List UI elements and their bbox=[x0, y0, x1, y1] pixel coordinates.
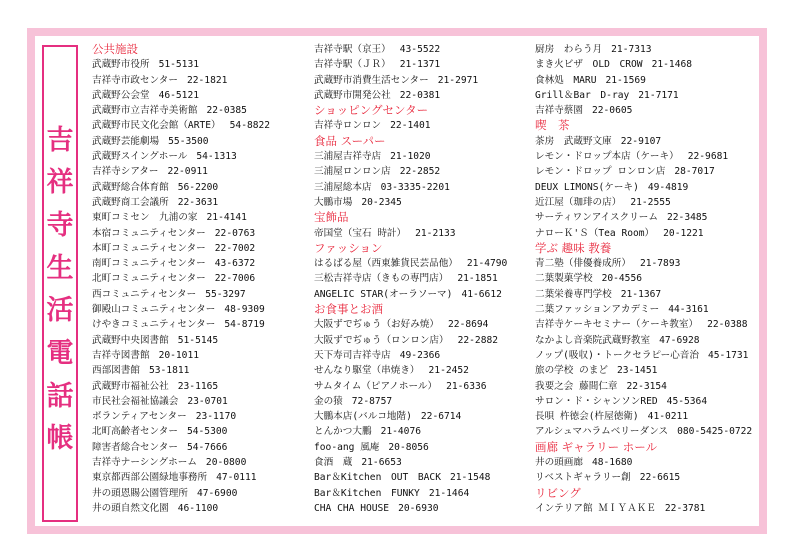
entry-name: 二葉ファッションアカデミー bbox=[535, 304, 660, 316]
entry-name: 長唄 杵徳会(杵屋徳衛) bbox=[535, 411, 639, 423]
entry-phone: 55-3297 bbox=[205, 288, 246, 300]
entry-phone: 21-1851 bbox=[457, 273, 498, 285]
directory-entry bbox=[92, 180, 302, 195]
entry-phone: 22-0605 bbox=[591, 105, 633, 117]
directory-entry bbox=[535, 379, 757, 394]
entry-phone: 53-1811 bbox=[148, 365, 190, 377]
directory-entry bbox=[92, 241, 302, 256]
directory-entry bbox=[535, 256, 757, 271]
directory-entry bbox=[314, 424, 529, 439]
entry-phone: 23-0701 bbox=[187, 395, 228, 407]
entry-phone: 55-3500 bbox=[168, 135, 209, 147]
directory-sheet bbox=[35, 36, 759, 526]
category-heading: 喫 茶 bbox=[535, 118, 570, 133]
directory-entry bbox=[314, 501, 529, 516]
entry-phone: 54-8822 bbox=[229, 120, 271, 132]
entry-phone: 22-0388 bbox=[707, 319, 748, 331]
entry-name: 吉祥寺図書館 bbox=[92, 349, 150, 361]
title-char: 活 bbox=[46, 295, 74, 327]
directory-entry bbox=[535, 88, 757, 103]
entry-name: 武蔵野商工会議所 bbox=[92, 196, 169, 208]
entry-name: 吉祥寺駅（京王） bbox=[314, 44, 391, 55]
entry-phone: 54-8719 bbox=[224, 319, 265, 331]
entry-name: レモン・ドロップ ロンロン店 bbox=[535, 166, 666, 178]
entry-phone: 41-6612 bbox=[461, 288, 502, 300]
entry-name: 近江屋（珈琲の店） bbox=[535, 196, 622, 208]
directory-entry bbox=[92, 333, 302, 348]
title-char: 祥 bbox=[46, 167, 74, 199]
entry-name: 北町コミュニティセンター bbox=[92, 273, 206, 285]
category-heading: ファッション bbox=[314, 240, 383, 255]
directory-entry bbox=[314, 287, 529, 302]
entry-phone: 21-7893 bbox=[639, 258, 681, 270]
entry-name: 大阪ずでぢゅう（お好み焼） bbox=[314, 319, 440, 331]
directory-entry bbox=[535, 42, 757, 57]
directory-entry bbox=[92, 302, 302, 317]
entry-phone: 22-0911 bbox=[167, 166, 208, 178]
category-heading: 画廊 ギャラリー ホール bbox=[535, 439, 658, 454]
entry-name: 北町高齢者センター bbox=[92, 426, 178, 438]
directory-entry bbox=[535, 287, 757, 302]
directory-entry bbox=[314, 149, 529, 164]
entry-name: 東京都西部公園緑地事務所 bbox=[92, 472, 208, 484]
entry-phone: 22-2852 bbox=[399, 166, 441, 178]
entry-name: サロン・ド・シャンソンRED bbox=[535, 395, 658, 407]
entry-name: 武蔵野中央図書館 bbox=[92, 334, 169, 346]
entry-phone: 56-2200 bbox=[177, 181, 219, 193]
entry-phone: 54-1313 bbox=[196, 151, 237, 163]
entry-phone: 41-0211 bbox=[647, 411, 689, 423]
entry-phone: 21-7313 bbox=[611, 44, 652, 55]
entry-phone: 21-1468 bbox=[651, 59, 693, 71]
entry-phone: 21-2452 bbox=[428, 365, 469, 377]
entry-name: 帝国堂（宝石 時計） bbox=[314, 227, 407, 239]
directory-entry bbox=[314, 73, 529, 88]
entry-name: 大阪ずでぢゅう（ロンロン店） bbox=[314, 334, 449, 346]
entry-name: 井の頭自然文化園 bbox=[92, 502, 169, 514]
directory-entry bbox=[535, 271, 757, 286]
directory-entry bbox=[535, 394, 757, 409]
entry-phone: 21-1020 bbox=[390, 151, 431, 163]
directory-entry bbox=[314, 440, 529, 455]
directory-entry bbox=[92, 256, 302, 271]
directory-entry bbox=[314, 486, 529, 501]
directory-entry bbox=[535, 134, 757, 149]
entry-phone: 21-1367 bbox=[620, 288, 662, 300]
directory-entry bbox=[314, 455, 529, 470]
entry-phone: 20-4556 bbox=[601, 273, 642, 285]
directory-entry bbox=[535, 302, 757, 317]
directory-entry bbox=[92, 210, 302, 225]
entry-name: 井の頭恩賜公園管理所 bbox=[92, 487, 188, 499]
directory-entry bbox=[314, 317, 529, 332]
directory-entry bbox=[535, 455, 757, 470]
entry-phone: 21-2555 bbox=[630, 196, 671, 208]
entry-phone: 23-1165 bbox=[177, 380, 219, 392]
entry-name: リベストギャラリー創 bbox=[535, 472, 631, 484]
title-char: 帳 bbox=[46, 423, 74, 455]
entry-phone: 21-4141 bbox=[206, 212, 247, 224]
directory-entry bbox=[314, 88, 529, 103]
entry-name: foo-ang 風庵 bbox=[314, 441, 380, 453]
directory-entry bbox=[92, 455, 302, 470]
directory-entry bbox=[92, 470, 302, 485]
entry-name: とんかつ大鵬 bbox=[314, 426, 372, 438]
entry-name: インテリア館 ＭＩＹＡＫＥ bbox=[535, 502, 656, 514]
title-char: 生 bbox=[46, 252, 74, 284]
directory-entry bbox=[92, 394, 302, 409]
directory-entry bbox=[92, 57, 302, 72]
entry-phone: 20-1221 bbox=[663, 227, 704, 239]
entry-name: 吉祥寺ロンロン bbox=[314, 120, 382, 132]
directory-entry bbox=[535, 363, 757, 378]
entry-name: アルシュマハラムベリーダンス bbox=[535, 426, 669, 438]
category-heading: 学ぶ 趣味 教養 bbox=[535, 240, 612, 255]
directory-entry bbox=[314, 118, 529, 133]
directory-entry bbox=[314, 409, 529, 424]
entry-name: せんなり駆堂（串焼き） bbox=[314, 365, 420, 377]
entry-name: 武蔵野芸能劇場 bbox=[92, 135, 160, 147]
entry-phone: 21-1548 bbox=[449, 472, 491, 484]
entry-phone: 46-1100 bbox=[177, 502, 219, 514]
entry-name: ANGELIC STAR(オーラソーマ) bbox=[314, 288, 453, 300]
directory-entry bbox=[535, 103, 757, 118]
entry-name: 三浦屋ロンロン店 bbox=[314, 166, 391, 178]
directory-entry bbox=[92, 348, 302, 363]
directory-entry bbox=[92, 424, 302, 439]
entry-name: 本町コミュニティセンター bbox=[92, 242, 206, 254]
entry-name: 吉祥寺シアター bbox=[92, 166, 159, 178]
directory-entry bbox=[535, 501, 757, 516]
entry-name: 茶房 武蔵野文庫 bbox=[535, 135, 612, 147]
entry-phone: 20-8056 bbox=[388, 441, 429, 453]
directory-entry bbox=[92, 363, 302, 378]
entry-phone: 22-3781 bbox=[664, 502, 706, 514]
directory-entry bbox=[314, 164, 529, 179]
entry-phone: 22-6714 bbox=[420, 411, 462, 423]
directory-entry bbox=[314, 256, 529, 271]
category-heading: 宝飾品 bbox=[314, 210, 349, 225]
entry-phone: 080-5425-0722 bbox=[677, 426, 753, 438]
entry-phone: 21-4790 bbox=[466, 258, 508, 270]
directory-entry bbox=[314, 42, 529, 57]
entry-name: なかよし音楽院武蔵野教室 bbox=[535, 334, 651, 346]
entry-name: 食酒 蔵 bbox=[314, 457, 353, 469]
entry-phone: 22-1401 bbox=[390, 120, 431, 132]
entry-name: 我要之会 藤間仁章 bbox=[535, 380, 618, 392]
directory-entry bbox=[92, 271, 302, 286]
entry-name: 旅の学校 のまど bbox=[535, 365, 608, 377]
entry-name: 武蔵野公会堂 bbox=[92, 89, 150, 101]
entry-name: 三松吉祥寺店（きもの専門店） bbox=[314, 273, 449, 285]
entry-phone: 21-6336 bbox=[446, 380, 487, 392]
entry-name: 吉祥寺駅（ＪＲ） bbox=[314, 59, 391, 71]
entry-phone: 47-6928 bbox=[659, 334, 700, 346]
directory-entry bbox=[92, 379, 302, 394]
directory-entry bbox=[314, 333, 529, 348]
entry-name: まき火ビザ OLD CROW bbox=[535, 59, 643, 71]
category-heading: 公共施設 bbox=[92, 42, 138, 56]
entry-phone: 28-7017 bbox=[674, 166, 715, 178]
entry-phone: 51-5145 bbox=[177, 334, 219, 346]
page-title bbox=[42, 45, 78, 522]
entry-phone: 21-4076 bbox=[380, 426, 421, 438]
directory-entry bbox=[314, 363, 529, 378]
entry-name: 西コミュニティセンター bbox=[92, 288, 197, 300]
directory-entry bbox=[92, 317, 302, 332]
entry-name: 金の猿 bbox=[314, 395, 343, 407]
entry-phone: 21-7171 bbox=[638, 89, 679, 101]
entry-phone: 48-1680 bbox=[591, 457, 633, 469]
directory-entry bbox=[92, 195, 302, 210]
entry-phone: 22-0381 bbox=[399, 89, 441, 101]
category-heading: ショッピングセンター bbox=[314, 103, 429, 118]
entry-phone: 51-5131 bbox=[158, 59, 199, 71]
entry-name: 吉祥寺ナーシングホーム bbox=[92, 457, 197, 469]
entry-name: 武蔵野市福祉公社 bbox=[92, 380, 169, 392]
entry-phone: 22-3631 bbox=[177, 196, 219, 208]
directory-entry bbox=[535, 195, 757, 210]
entry-name: はるばる屋（西東雑貨民芸品他） bbox=[314, 258, 458, 270]
entry-name: 吉祥寺市政センター bbox=[92, 74, 178, 86]
entry-phone: 21-1569 bbox=[605, 74, 646, 86]
directory-entry bbox=[92, 440, 302, 455]
entry-name: 青二塾（俳優養成所） bbox=[535, 258, 631, 270]
entry-phone: 46-5121 bbox=[158, 89, 199, 101]
directory-entry bbox=[314, 57, 529, 72]
directory-entry bbox=[535, 333, 757, 348]
entry-phone: 22-8694 bbox=[448, 319, 489, 331]
entry-name: 吉祥寺ケーキセミナー（ケーキ教室） bbox=[535, 319, 699, 331]
entry-name: 三浦屋総本店 bbox=[314, 181, 372, 193]
entry-name: 食林処 MARU bbox=[535, 74, 597, 86]
entry-phone: 22-6615 bbox=[639, 472, 681, 484]
entry-name: 本宿コミュニティセンター bbox=[92, 227, 206, 239]
entry-name: Grill＆Bar D-ray bbox=[535, 89, 630, 101]
directory-column-2 bbox=[314, 42, 529, 522]
directory-entry bbox=[92, 118, 302, 133]
entry-name: 大鵬市場 bbox=[314, 196, 353, 208]
entry-phone: 21-1371 bbox=[399, 59, 441, 71]
directory-entry bbox=[314, 271, 529, 286]
entry-name: 天下寿司吉祥寺店 bbox=[314, 349, 391, 361]
directory-entry bbox=[92, 409, 302, 424]
entry-phone: 21-6653 bbox=[361, 457, 402, 469]
title-char: 吉 bbox=[46, 124, 74, 156]
entry-name: 武蔵野スイングホール bbox=[92, 151, 188, 163]
entry-phone: 22-7006 bbox=[214, 273, 256, 285]
entry-name: CHA CHA HOUSE bbox=[314, 502, 390, 514]
directory-entry bbox=[92, 226, 302, 241]
entry-name: レモン・ドロップ本店（ケーキ） bbox=[535, 151, 679, 163]
title-char: 寺 bbox=[46, 209, 74, 241]
directory-entry bbox=[314, 394, 529, 409]
entry-name: Bar＆Kitchen FUNKY bbox=[314, 487, 420, 499]
entry-phone: 44-3161 bbox=[668, 304, 709, 316]
entry-phone: 23-1451 bbox=[616, 365, 658, 377]
category-heading: 食品 スーパー bbox=[314, 133, 386, 148]
directory-entry bbox=[92, 88, 302, 103]
directory-entry bbox=[535, 73, 757, 88]
directory-entry bbox=[92, 486, 302, 501]
directory-entry bbox=[535, 226, 757, 241]
directory-entry bbox=[314, 180, 529, 195]
entry-name: 武蔵野総合体育館 bbox=[92, 181, 169, 193]
directory-entry bbox=[535, 470, 757, 485]
entry-phone: 47-0111 bbox=[216, 472, 257, 484]
directory-entry bbox=[92, 134, 302, 149]
directory-entry bbox=[92, 149, 302, 164]
entry-name: けやきコミュニティセンター bbox=[92, 319, 216, 331]
entry-name: 東町コミセン 九浦の家 bbox=[92, 212, 198, 224]
entry-name: 西部図書館 bbox=[92, 365, 140, 377]
directory-entry bbox=[535, 317, 757, 332]
entry-name: 武蔵野市役所 bbox=[92, 59, 150, 71]
directory-entry bbox=[314, 348, 529, 363]
entry-name: Bar＆Kitchen OUT BACK bbox=[314, 472, 441, 484]
directory-entry bbox=[314, 226, 529, 241]
directory-entry bbox=[535, 164, 757, 179]
entry-name: 武蔵野市開発公社 bbox=[314, 89, 391, 101]
entry-phone: 22-9681 bbox=[687, 151, 729, 163]
entry-phone: 22-1821 bbox=[186, 74, 228, 86]
entry-phone: 54-7666 bbox=[186, 441, 228, 453]
entry-name: 障害者総合センター bbox=[92, 441, 178, 453]
entry-phone: 21-1464 bbox=[428, 487, 470, 499]
entry-phone: 22-7002 bbox=[214, 242, 256, 254]
entry-phone: 49-2366 bbox=[399, 349, 441, 361]
entry-name: ボランティアセンター bbox=[92, 411, 187, 423]
entry-name: 南町コミュニティセンター bbox=[92, 258, 206, 270]
entry-name: ノップ(吸収)・トークセラピー心音治 bbox=[535, 349, 699, 361]
entry-name: 武蔵野市消費生活センター bbox=[314, 74, 429, 86]
entry-name: 武蔵野市立吉祥寺美術館 bbox=[92, 105, 198, 117]
entry-phone: 22-9107 bbox=[620, 135, 662, 147]
entry-phone: 45-5364 bbox=[666, 395, 708, 407]
directory-entry bbox=[535, 409, 757, 424]
entry-name: 二葉製菓学校 bbox=[535, 273, 593, 285]
directory-column-3 bbox=[535, 42, 757, 522]
entry-name: 二葉栄養専門学校 bbox=[535, 288, 612, 300]
entry-name: 吉祥寺蔡園 bbox=[535, 105, 583, 117]
entry-phone: 23-1170 bbox=[195, 411, 237, 423]
entry-name: サムタイム（ピアノホール） bbox=[314, 380, 438, 392]
entry-phone: 20-6930 bbox=[398, 502, 439, 514]
entry-phone: 49-4819 bbox=[647, 181, 689, 193]
pink-frame bbox=[27, 28, 767, 534]
entry-phone: 20-1011 bbox=[158, 349, 199, 361]
directory-entry bbox=[314, 195, 529, 210]
entry-name: 井の頭画廊 bbox=[535, 457, 583, 469]
directory-entry bbox=[92, 287, 302, 302]
entry-phone: 22-2882 bbox=[457, 334, 499, 346]
directory-entry bbox=[535, 57, 757, 72]
entry-name: 市民社会福祉協議会 bbox=[92, 395, 179, 407]
entry-phone: 47-6900 bbox=[196, 487, 238, 499]
entry-phone: 22-3154 bbox=[626, 380, 667, 392]
entry-name: 御殿山コミュニティセンター bbox=[92, 304, 216, 316]
entry-phone: 22-0763 bbox=[214, 227, 256, 239]
directory-entry bbox=[535, 348, 757, 363]
directory-entry bbox=[535, 149, 757, 164]
entry-phone: 54-5300 bbox=[186, 426, 228, 438]
entry-phone: 20-2345 bbox=[361, 196, 402, 208]
entry-name: 大鵬本店(バルコ地階) bbox=[314, 411, 412, 423]
directory-entry bbox=[92, 501, 302, 516]
entry-phone: 43-6372 bbox=[214, 258, 256, 270]
entry-phone: 21-2971 bbox=[437, 74, 479, 86]
directory-column-1 bbox=[92, 42, 302, 522]
directory-entry bbox=[314, 470, 529, 485]
directory-entry bbox=[92, 73, 302, 88]
directory-entry bbox=[535, 210, 757, 225]
entry-phone: 20-0800 bbox=[205, 457, 247, 469]
directory-entry bbox=[92, 103, 302, 118]
entry-phone: 03-3335-2201 bbox=[380, 181, 450, 193]
entry-name: DEUX LIMONS(ケーキ) bbox=[535, 181, 639, 193]
entry-phone: 21-2133 bbox=[415, 227, 456, 239]
entry-name: 厨房 わらう月 bbox=[535, 44, 603, 55]
entry-name: ナローＫ'Ｓ（Tea Room） bbox=[535, 227, 655, 239]
entry-phone: 43-5522 bbox=[399, 44, 441, 55]
entry-phone: 48-9309 bbox=[224, 304, 265, 316]
title-char: 話 bbox=[46, 380, 74, 412]
title-char: 電 bbox=[46, 337, 74, 369]
entry-name: 三浦屋吉祥寺店 bbox=[314, 151, 382, 163]
category-heading: リビング bbox=[535, 485, 581, 500]
directory-entry bbox=[92, 164, 302, 179]
entry-phone: 22-3485 bbox=[667, 212, 708, 224]
directory-entry bbox=[314, 379, 529, 394]
directory-entry bbox=[535, 180, 757, 195]
category-heading: お食事とお酒 bbox=[314, 302, 383, 317]
entry-name: 武蔵野市民文化会館（ARTE） bbox=[92, 120, 221, 132]
entry-phone: 72-8757 bbox=[351, 395, 393, 407]
entry-phone: 22-0385 bbox=[206, 105, 247, 117]
directory-entry bbox=[535, 424, 757, 439]
entry-phone: 45-1731 bbox=[708, 349, 749, 361]
entry-name: サーティワンアイスクリーム bbox=[535, 212, 658, 224]
